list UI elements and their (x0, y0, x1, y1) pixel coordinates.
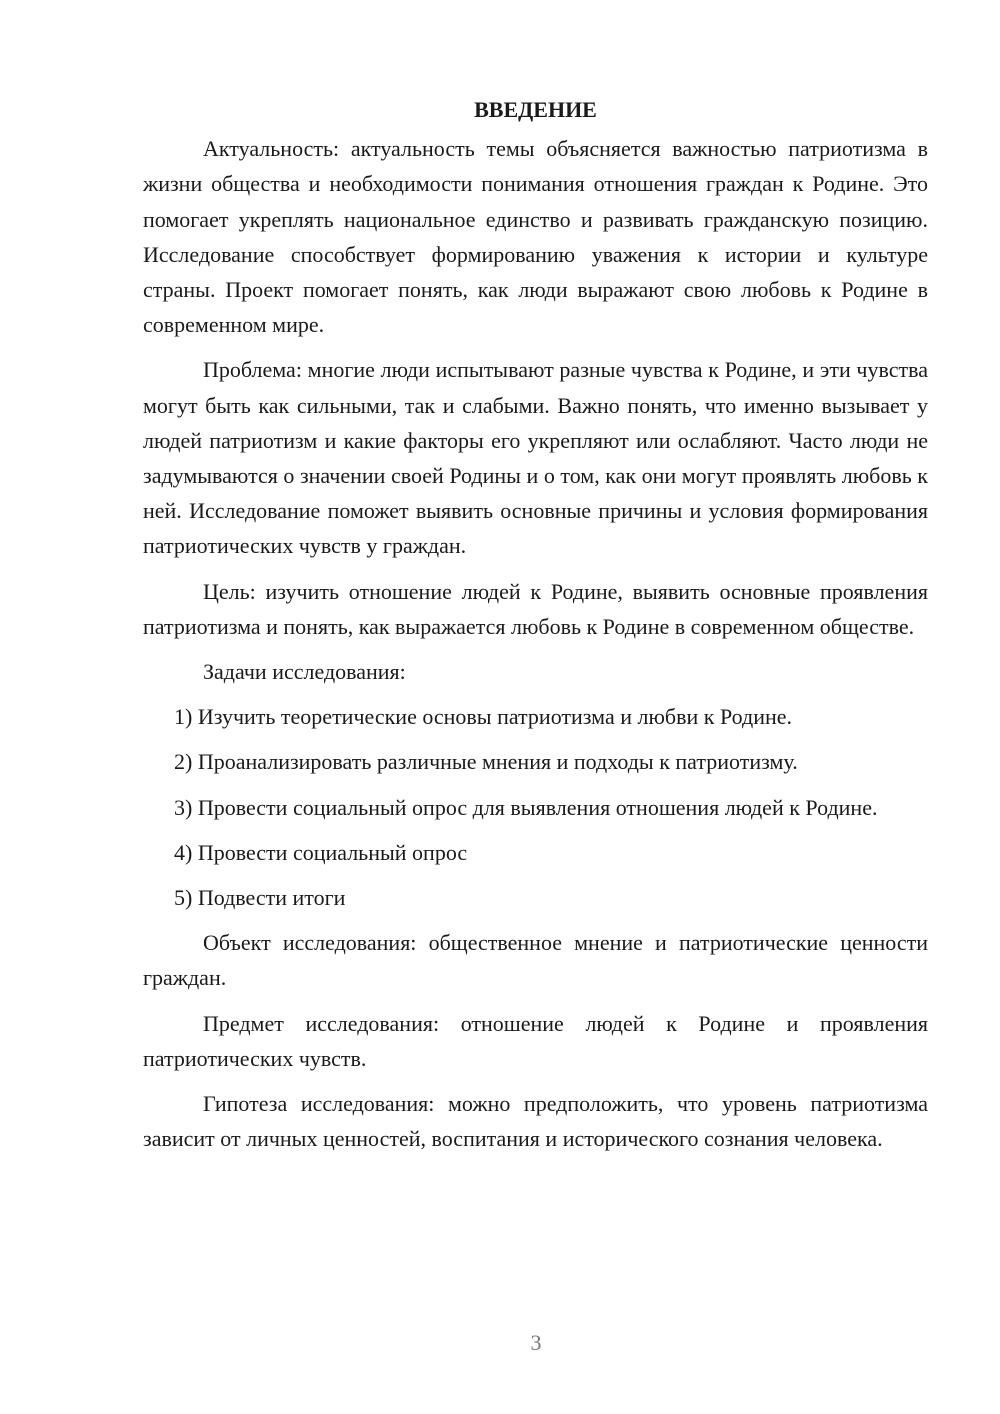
page-number: 3 (530, 1330, 542, 1355)
task-item-3: 3) Провести социальный опрос для выявления отношения людей к Родине. (174, 794, 878, 820)
problem-paragraph: Проблема: многие люди испытывают разные чувства к Родине, и эти чувства могут быть как сильными, так и слабыми. Важно понять, что именно вызывает у людей патриотизм и какие факторы его укрепляют или ослабляют. Часто люди не задумываются о значении своей Родины и о том, как они могут проявлять любовь к ней. Исследование поможет выявить основные причины и условия формирования патриотических чувств у граждан. (143, 357, 928, 559)
relevance-paragraph: Актуальность: актуальность темы объясняется важностью патриотизма в жизни общества и необходимости понимания отношения граждан к Родине. Это помогает укреплять национальное единство и развивать гражданскую позицию. Исследование способствует формированию уважения к истории и культуре страны. Проект помогает понять, как люди выражают свою любовь к Родине в современном мире. (143, 136, 928, 338)
tasks-heading: Задачи исследования: (203, 659, 406, 685)
task-item-4: 4) Провести социальный опрос (174, 839, 468, 865)
object-paragraph: Объект исследования: общественное мнение и патриотические ценности граждан. (143, 930, 928, 991)
document-body (143, 92, 928, 1166)
goal-paragraph: Цель: изучить отношение людей к Родине, выявить основные проявления патриотизма и понять, как выражается любовь к Родине в современном обществе. (143, 578, 928, 639)
task-item-5: 5) Подвести итоги (174, 885, 346, 911)
task-item-2: 2) Проанализировать различные мнения и подходы к патриотизму. (174, 749, 798, 775)
page-title: ВВЕДЕНИЕ (474, 97, 597, 122)
subject-paragraph: Предмет исследования: отношение людей к Родине и проявления патриотических чувств. (143, 1010, 928, 1071)
hypothesis-paragraph: Гипотеза исследования: можно предположить, что уровень патриотизма зависит от личных ценностей, воспитания и исторического сознания человека. (143, 1091, 928, 1152)
task-item-1: 1) Изучить теоретические основы патриотизма и любви к Родине. (174, 704, 793, 730)
